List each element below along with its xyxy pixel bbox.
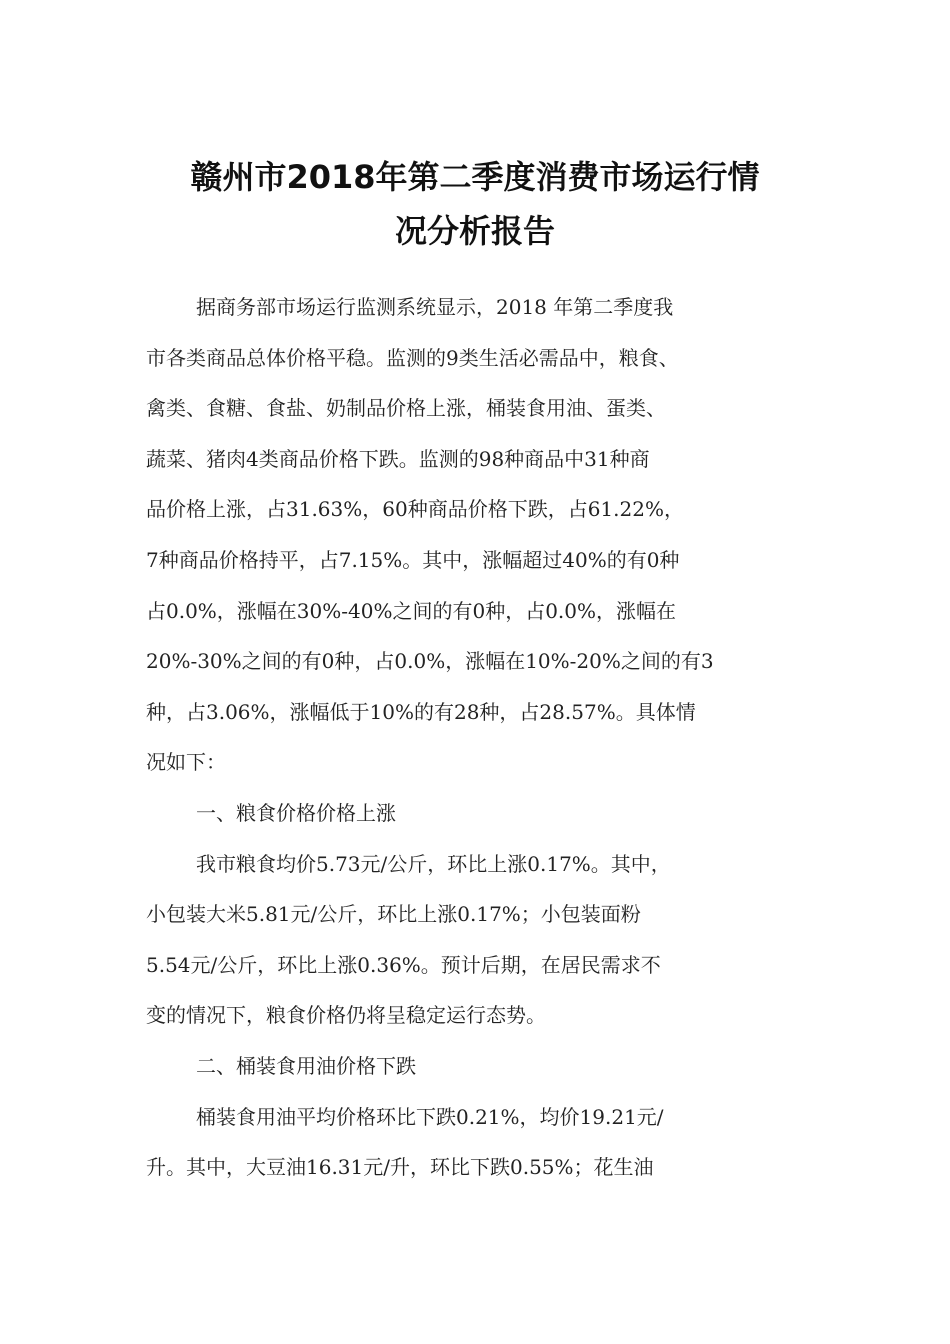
paragraph-line: 禽类、食糖、食盐、奶制品价格上涨，桶装食用油、蛋类、 <box>146 396 666 421</box>
paragraph-line: 据商务部市场运行监测系统显示，2018 年第二季度我 <box>196 295 674 319</box>
section-heading-grain: 一、粮食价格价格上涨 <box>196 800 396 825</box>
paragraph-line: 7种商品价格持平，占7.15%。其中，涨幅超过40%的有0种 <box>146 547 680 572</box>
paragraph-line: 蔬菜、猪肉4类商品价格下跌。监测的98种商品中31种商 <box>146 446 650 471</box>
paragraph-line: 桶装食用油平均价格环比下跌0.21%，均价19.21元/ <box>196 1104 664 1129</box>
paragraph-line: 变的情况下，粮食价格仍将呈稳定运行态势。 <box>146 1003 546 1028</box>
paragraph-line: 占0.0%，涨幅在30%-40%之间的有0种，占0.0%，涨幅在 <box>146 598 677 623</box>
document-title <box>140 150 810 258</box>
paragraph-line: 市各类商品总体价格平稳。监测的9类生活必需品中，粮食、 <box>146 345 679 370</box>
paragraph-line: 升。其中，大豆油16.31元/升，环比下跌0.55%；花生油 <box>146 1155 654 1180</box>
section-heading-oil: 二、桶装食用油价格下跌 <box>196 1053 416 1078</box>
paragraph-line: 小包装大米5.81元/公斤，环比上涨0.17%；小包装面粉 <box>146 902 641 927</box>
paragraph-line: 品价格上涨，占31.63%，60种商品价格下跌，占61.22%， <box>146 497 684 522</box>
paragraph-line: 20%-30%之间的有0种，占0.0%，涨幅在10%-20%之间的有3 <box>146 649 714 674</box>
paragraph-line: 况如下： <box>146 750 226 775</box>
paragraph-line: 种，占3.06%，涨幅低于10%的有28种，占28.57%。具体情 <box>146 699 696 724</box>
title-line-1: 赣州市2018年第二季度消费市场运行情 <box>190 158 760 196</box>
paragraph-line: 5.54元/公斤，环比上涨0.36%。预计后期，在居民需求不 <box>146 952 661 977</box>
document-body <box>146 282 826 1193</box>
title-line-2: 况分析报告 <box>394 212 555 250</box>
paragraph-line: 我市粮食均价5.73元/公斤，环比上涨0.17%。其中， <box>196 851 671 876</box>
